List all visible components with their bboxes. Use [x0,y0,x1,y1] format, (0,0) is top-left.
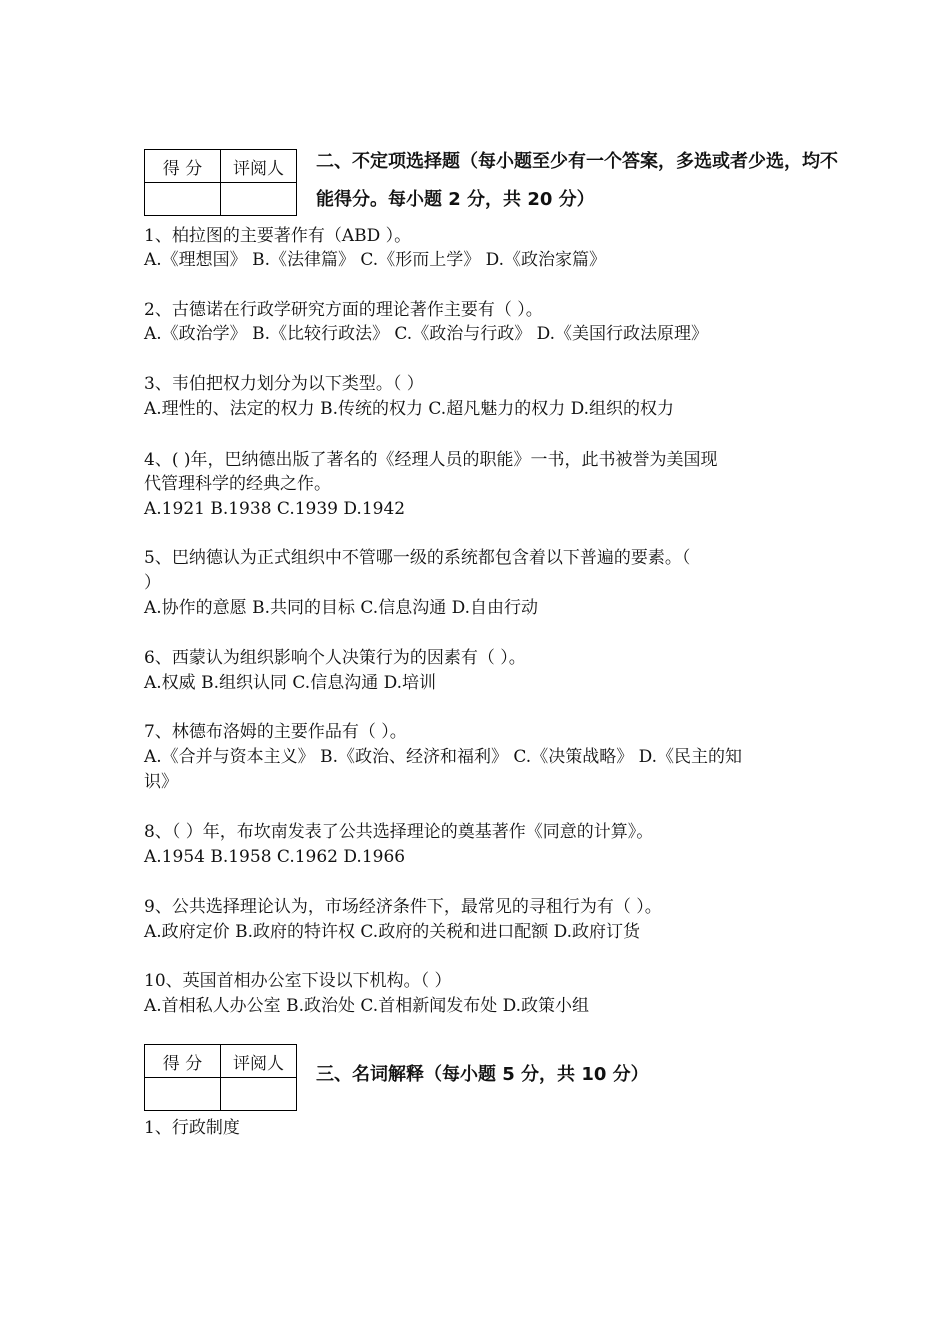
score-label: 得 分 [145,1045,221,1078]
score-box-section3 [144,1044,297,1111]
question-7-options-1: A.《合并与资本主义》 B.《政治、经济和福利》 C.《决策战略》 D.《民主的知 [144,747,743,767]
question-7-stem: 7、林德布洛姆的主要作品有（ ）。 [144,722,407,742]
section2-heading-line1: 二、不定项选择题（每小题至少有一个答案，多选或者少选，均不 [316,151,838,172]
section2-heading-line2: 能得分。每小题 2 分，共 20 分） [316,189,595,210]
reviewer-cell[interactable] [221,1078,297,1111]
question-5-options: A.协作的意愿 B.共同的目标 C.信息沟通 D.自由行动 [144,598,539,618]
question-3-stem: 3、韦伯把权力划分为以下类型。（ ） [144,374,424,394]
question-1-options: A.《理想国》 B.《法律篇》 C.《形而上学》 D.《政治家篇》 [144,250,607,270]
question-3-options: A.理性的、法定的权力 B.传统的权力 C.超凡魅力的权力 D.组织的权力 [144,399,675,419]
section3-item-1: 1、行政制度 [144,1118,240,1138]
question-4-options: A.1921 B.1938 C.1939 D.1942 [144,499,406,519]
question-6-stem: 6、西蒙认为组织影响个人决策行为的因素有（ ）。 [144,648,526,668]
question-1-stem: 1、柏拉图的主要著作有（ABD ）。 [144,226,412,246]
question-10-stem: 10、英国首相办公室下设以下机构。（ ） [144,971,452,991]
score-cell[interactable] [145,183,221,216]
reviewer-cell[interactable] [221,183,297,216]
section3-heading: 三、名词解释（每小题 5 分，共 10 分） [316,1064,649,1085]
question-5-stem-2: ） [144,573,161,593]
reviewer-label: 评阅人 [221,1045,297,1078]
question-6-options: A.权威 B.组织认同 C.信息沟通 D.培训 [144,673,437,693]
question-9-stem: 9、公共选择理论认为，市场经济条件下，最常见的寻租行为有（ ）。 [144,897,662,917]
question-10-options: A.首相私人办公室 B.政治处 C.首相新闻发布处 D.政策小组 [144,996,590,1016]
reviewer-label: 评阅人 [221,150,297,183]
question-9-options: A.政府定价 B.政府的特许权 C.政府的关税和进口配额 D.政府订货 [144,922,641,942]
score-cell[interactable] [145,1078,221,1111]
question-2-stem: 2、古德诺在行政学研究方面的理论著作主要有（ ）。 [144,300,543,320]
question-8-stem: 8、（ ）年，布坎南发表了公共选择理论的奠基著作《同意的计算》。 [144,822,654,842]
question-5-stem-1: 5、巴纳德认为正式组织中不管哪一级的系统都包含着以下普遍的要素。（ [144,548,691,568]
score-label: 得 分 [145,150,221,183]
question-2-options: A.《政治学》 B.《比较行政法》 C.《政治与行政》 D.《美国行政法原理》 [144,324,709,344]
question-4-stem-2: 代管理科学的经典之作。 [144,474,331,494]
score-box-section2 [144,149,297,216]
question-8-options: A.1954 B.1958 C.1962 D.1966 [144,847,406,867]
question-4-stem-1: 4、( )年，巴纳德出版了著名的《经理人员的职能》一书，此书被誉为美国现 [144,450,718,470]
question-7-options-2: 识》 [144,772,178,792]
